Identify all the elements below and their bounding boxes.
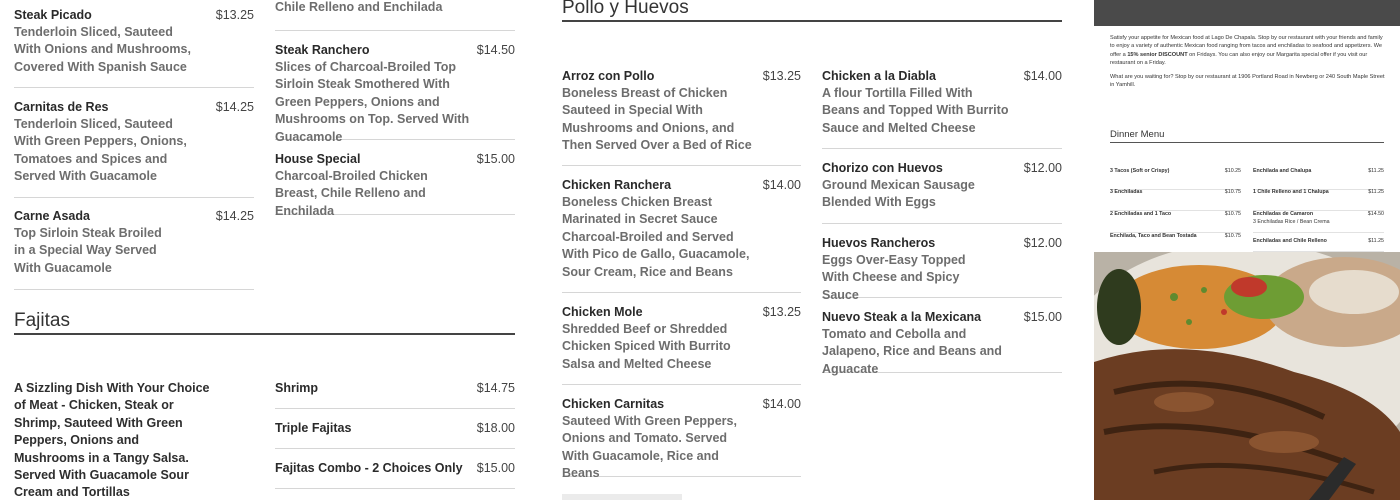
item-name: Nuevo Steak a la Mexicana	[822, 310, 982, 324]
menu-item-fajitas-combo	[275, 460, 515, 489]
section-heading-pollo-y-huevos: Pollo y Huevos	[562, 0, 1062, 22]
promo-paragraph-2: What are you waiting for? Stop by our restaurant at 1906 Portland Road in Newberg or 240 South Maple Street in Yamhill.	[1110, 74, 1385, 89]
item-price: $14.25	[215, 209, 254, 223]
mini-menu-item: 3 Tacos (Soft or Crispy) $10.25	[1110, 168, 1241, 190]
item-desc: A flour Tortilla Filled With Beans and Topped With Burrito Sauce and Melted Cheese	[822, 86, 1009, 135]
menu-item-steak-picado	[14, 7, 254, 88]
promo-paragraph-1: Satisfy your appetite for Mexican food at Lago De Chapala. Stop by our restaurant with your friends and family to enjoy a variety of authentic Mexican food ranging from tacos and enchiladas to seafood and appetizers. We offer a 15% senior DISCOUNT on Fridays. You can also enjoy our Margarita special offer if you visit our restaurant on a Friday.	[1110, 35, 1383, 66]
item-price: $14.25	[215, 100, 254, 114]
item-price: $14.50	[476, 43, 515, 57]
food-photo	[1094, 252, 1400, 500]
item-name: Chicken Carnitas	[562, 397, 665, 411]
item-price: $13.25	[762, 69, 801, 83]
item-name: Chorizo con Huevos	[822, 161, 943, 175]
menu-item-huevos-rancheros	[822, 235, 1062, 302]
item-desc: Boneless Breast of Chicken Sauteed in Special With Mushrooms and Onions, and Then Served Over a Bed of Rice	[562, 86, 752, 153]
menu-item-continued	[275, 0, 515, 31]
item-price: $15.00	[476, 461, 515, 475]
item-desc: Ground Mexican Sausage Blended With Eggs	[822, 178, 975, 210]
promo-top-image	[1094, 0, 1400, 26]
item-name: Chicken Mole	[562, 305, 643, 319]
item-price: $15.00	[1023, 310, 1062, 324]
mini-menu-item: Enchilada and Chalupa $11.25	[1253, 168, 1384, 190]
menu-item-arroz-con-pollo	[562, 68, 801, 166]
item-price: $15.00	[476, 152, 515, 166]
item-name: Steak Ranchero	[275, 43, 370, 57]
mini-menu-item: Enchilada, Taco and Bean Tostada $10.75	[1110, 233, 1241, 255]
item-desc: Boneless Chicken Breast Marinated in Secret Sauce Charcoal-Broiled and Served With Pico de Gallo, Guacamole, Sour Cream, Rice and Beans	[562, 195, 750, 279]
item-desc: Slices of Charcoal-Broiled Top Sirloin Steak Smothered With Green Peppers, Onions and Mushrooms on Top. Served With Guacamole	[275, 60, 470, 144]
menu-item-chorizo-con-huevos	[822, 160, 1062, 224]
item-desc: Charcoal-Broiled Chicken Breast, Chile Relleno and Enchilada	[275, 169, 428, 218]
menu-item-shrimp	[275, 380, 515, 409]
fajitas-description: A Sizzling Dish With Your Choice of Meat - Chicken, Steak or Shrimp, Sauteed With Green Peppers, Onions and Mushrooms in a Tangy Salsa. Served With Guacamole Sour Cream and Tortillas	[14, 380, 254, 500]
item-name: Shrimp	[275, 381, 319, 395]
menu-item-nuevo-steak	[822, 309, 1062, 376]
item-desc: Sauteed With Green Peppers, Onions and Tomato. Served With Guacamole, Rice and Beans	[562, 414, 737, 481]
mini-menu-item: 3 Enchiladas $10.75	[1110, 189, 1241, 211]
item-desc: Top Sirloin Steak Broiled in a Special Way Served With Guacamole	[14, 226, 162, 275]
mini-menu-item: Enchiladas de Camaron $14.50 3 Enchiladas Rice / Bean Crema	[1253, 211, 1384, 233]
item-name: Chicken a la Diabla	[822, 69, 936, 83]
item-name: Steak Picado	[14, 8, 92, 22]
menu-item-house-special	[275, 151, 515, 218]
item-price: $14.75	[476, 381, 515, 395]
menu-item-chicken-carnitas	[562, 396, 801, 481]
menu-item-carnitas-de-res	[14, 99, 254, 198]
item-desc: Tenderloin Sliced, Sauteed With Onions and Mushrooms, Covered With Spanish Sauce	[14, 25, 191, 74]
item-price: $18.00	[476, 421, 515, 435]
item-price: $13.25	[215, 8, 254, 22]
item-desc: Tenderloin Sliced, Sauteed With Green Peppers, Onions, Tomatoes and Spices and Served With Guacamole	[14, 117, 187, 184]
item-desc: Chile Relleno and Enchilada	[275, 0, 443, 14]
dinner-menu-title: Dinner Menu	[1110, 129, 1384, 143]
item-name: Huevos Rancheros	[822, 236, 936, 250]
menu-item-chicken-a-la-diabla	[822, 68, 1062, 149]
item-price: $14.00	[1023, 69, 1062, 83]
promo-panel	[1094, 0, 1400, 500]
item-name: Chicken Ranchera	[562, 178, 672, 192]
item-name: Fajitas Combo - 2 Choices Only	[275, 461, 463, 475]
menu-item-carne-asada	[14, 208, 254, 290]
menu-item-triple-fajitas	[275, 420, 515, 449]
section-heading-fajitas: Fajitas	[14, 310, 515, 335]
item-price: $12.00	[1023, 236, 1062, 250]
promo-text	[1110, 34, 1388, 90]
mini-menu-item: Enchiladas and Chile Relleno $11.25	[1253, 238, 1384, 252]
menu-item-steak-ranchero	[275, 42, 515, 144]
item-desc: Eggs Over-Easy Topped With Cheese and Spicy Sauce	[822, 253, 966, 302]
senior-discount-text: 15% senior DISCOUNT	[1127, 51, 1188, 58]
item-name: House Special	[275, 152, 361, 166]
item-price: $14.00	[762, 397, 801, 411]
item-name: Carnitas de Res	[14, 100, 109, 114]
mini-menu-item: 1 Chile Relleno and 1 Chalupa $11.25	[1253, 189, 1384, 211]
mini-menu-item: 2 Enchiladas and 1 Taco $10.75	[1110, 211, 1241, 233]
item-desc: Shredded Beef or Shredded Chicken Spiced With Burrito Salsa and Melted Cheese	[562, 322, 731, 371]
menu-item-chicken-ranchera	[562, 177, 801, 293]
menu-item-cutoff	[562, 494, 682, 500]
item-price: $12.00	[1023, 161, 1062, 175]
menu-item-chicken-mole	[562, 304, 801, 385]
item-name: Arroz con Pollo	[562, 69, 655, 83]
item-name: Triple Fajitas	[275, 421, 352, 435]
item-desc: Tomato and Cebolla and Jalapeno, Rice and Beans and Aguacate	[822, 327, 1002, 376]
item-name: Carne Asada	[14, 209, 90, 223]
item-price: $14.00	[762, 178, 801, 192]
item-price: $13.25	[762, 305, 801, 319]
